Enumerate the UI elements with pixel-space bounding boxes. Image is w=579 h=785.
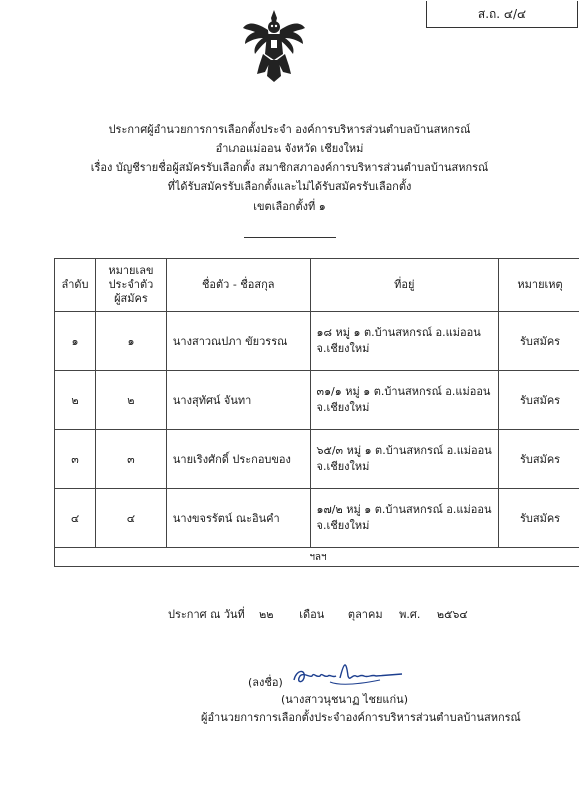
row-name: นายเริงศักดิ์ ประกอบของ	[166, 430, 310, 489]
garuda-emblem-icon	[241, 8, 307, 84]
electoral-zone: เขตเลือกตั้งที่ ๑	[253, 200, 326, 213]
header-order: ลำดับ	[55, 259, 96, 312]
row-candidate-number: ๒	[95, 371, 166, 430]
row-candidate-number: ๓	[95, 430, 166, 489]
table-header-row	[55, 259, 579, 312]
table-row	[55, 312, 579, 371]
form-code: ส.ถ. ๔/๔	[477, 6, 527, 21]
date-year: ๒๕๖๔	[436, 608, 468, 621]
announcement-date	[168, 605, 476, 623]
end-mark: ฯลฯ	[55, 548, 579, 567]
subject-line: เรื่อง บัญชีรายชื่อผู้สมัครรับเลือกตั้ง สมาชิกสภาองค์การบริหารส่วนตำบลบ้านสหกรณ์	[90, 161, 489, 174]
row-remark: รับสมัคร	[499, 371, 579, 430]
handwritten-signature	[290, 656, 408, 690]
date-month-label: เดือน	[299, 608, 325, 621]
row-address	[310, 371, 499, 430]
row-candidate-number: ๑	[95, 312, 166, 371]
announcement-title: ประกาศผู้อำนวยการการเลือกตั้งประจำ องค์การบริหารส่วนตำบลบ้านสหกรณ์	[108, 123, 471, 136]
header-address: ที่อยู่	[310, 259, 499, 312]
row-order: ๓	[55, 430, 96, 489]
row-candidate-number: ๔	[95, 489, 166, 548]
row-address	[310, 430, 499, 489]
row-address	[310, 489, 499, 548]
header-name: ชื่อตัว - ชื่อสกุล	[166, 259, 310, 312]
signatory-title: ผู้อำนวยการการเลือกตั้งประจำองค์การบริหารส่วนตำบลบ้านสหกรณ์	[201, 711, 521, 724]
address-line1: ๑๘ หมู่ ๑ ต.บ้านสหกรณ์ อ.แม่ออน	[316, 326, 481, 339]
row-name: นางสุทัศน์ จันทา	[166, 371, 310, 430]
row-remark: รับสมัคร	[499, 489, 579, 548]
signatory-name: (นางสาวนุชนาฏ ไชยแก่น)	[281, 693, 408, 706]
row-remark: รับสมัคร	[499, 312, 579, 371]
header-number-line3: ผู้สมัคร	[114, 292, 148, 305]
row-remark: รับสมัคร	[499, 430, 579, 489]
address-line2: จ.เชียงใหม่	[316, 519, 370, 532]
address-line2: จ.เชียงใหม่	[316, 401, 370, 414]
header-candidate-number	[95, 259, 166, 312]
header-remark: หมายเหตุ	[499, 259, 579, 312]
date-prefix: ประกาศ ณ วันที่	[168, 608, 245, 621]
table-row	[55, 430, 579, 489]
address-line2: จ.เชียงใหม่	[316, 342, 370, 355]
date-day: ๒๒	[259, 608, 274, 621]
form-code-box	[426, 1, 578, 28]
table-row	[55, 371, 579, 430]
signature-label: (ลงชื่อ)	[248, 676, 283, 689]
date-month: ตุลาคม	[347, 608, 383, 621]
subject-line-2: ที่ได้รับสมัครรับเลือกตั้งและไม่ได้รับสมัครรับเลือกตั้ง	[167, 180, 412, 193]
address-line1: ๖๕/๓ หมู่ ๑ ต.บ้านสหกรณ์ อ.แม่ออน	[316, 444, 492, 457]
header-number-line1: หมายเลข	[108, 264, 154, 277]
address-line1: ๓๑/๑ หมู่ ๑ ต.บ้านสหกรณ์ อ.แม่ออน	[316, 385, 491, 398]
row-order: ๑	[55, 312, 96, 371]
date-year-label: พ.ศ.	[399, 608, 421, 621]
header-number-line2: ประจำตัว	[108, 278, 154, 291]
row-name: นางสาวณปภา ขัยวรรณ	[166, 312, 310, 371]
row-name: นางขจรรัตน์ ณะอินคำ	[166, 489, 310, 548]
row-address	[310, 312, 499, 371]
table-row	[55, 489, 579, 548]
address-line2: จ.เชียงใหม่	[316, 460, 370, 473]
row-order: ๒	[55, 371, 96, 430]
table-end-row	[55, 548, 579, 567]
candidate-table	[54, 258, 579, 567]
row-order: ๔	[55, 489, 96, 548]
address-line1: ๑๗/๒ หมู่ ๑ ต.บ้านสหกรณ์ อ.แม่ออน	[316, 503, 492, 516]
district-province: อำเภอแม่ออน จังหวัด เชียงใหม่	[215, 142, 364, 155]
heading-divider	[244, 237, 336, 238]
